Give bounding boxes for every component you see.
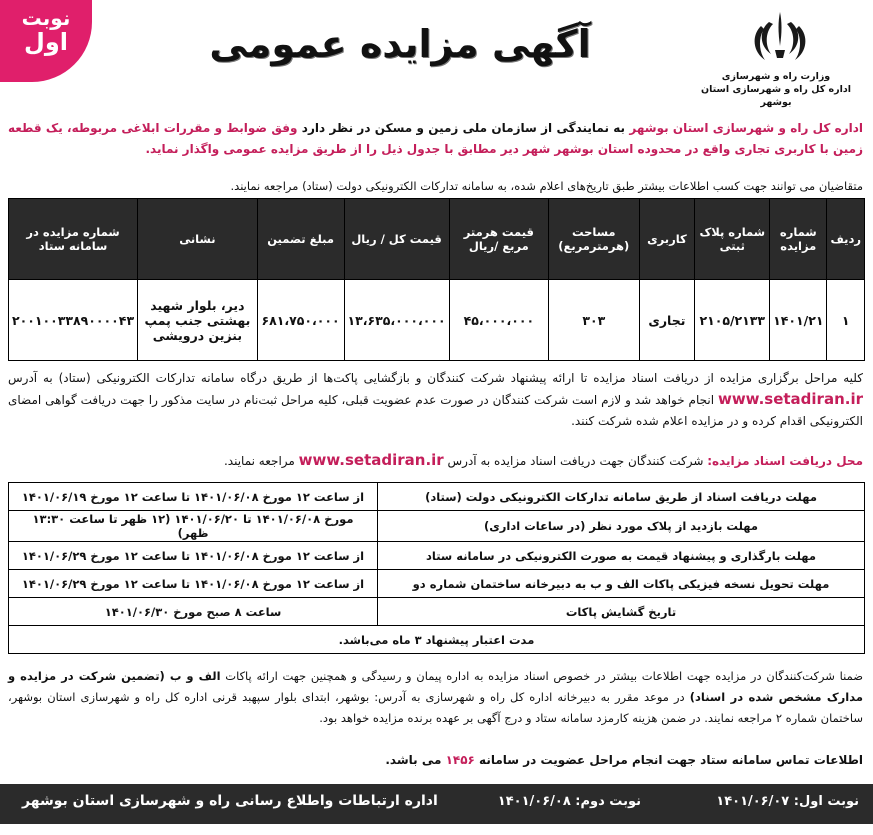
cell-price-per-meter: ۴۵،۰۰۰،۰۰۰: [449, 280, 548, 361]
cell-area: ۳۰۳: [549, 280, 639, 361]
cell-auction-number: ۱۴۰۱/۲۱: [770, 280, 827, 361]
schedule-validity: مدت اعتبار پیشنهاد ۳ ماه می‌باشد.: [9, 626, 865, 654]
badge-line-2: اول: [24, 28, 68, 56]
document-location-text-2: مراجعه نمایند.: [223, 454, 299, 468]
intro-line-2: متقاضیان می توانند جهت کسب اطلاعات بیشتر طبق تاریخ‌های اعلام شده، به سامانه تدارکات الکترونیکی دولت (ستاد) مراجعه نمایند.: [230, 179, 863, 193]
schedule-label: تاریخ گشایش پاکات: [378, 598, 865, 626]
schedule-value: مورخ ۱۴۰۱/۰۶/۰۸ تا ۱۴۰۱/۰۶/۲۰ (۱۲ ظهر تا ساعت ۱۳:۳۰ ظهر): [9, 511, 378, 542]
schedule-row: [9, 570, 865, 598]
note-text-1: ضمنا شرکت‌کنندگان در مزایده جهت اطلاعات بیشتر در خصوص اسناد مزایده به اداره پیمان و رسیدگی و همچنین جهت ارائه پاکات: [220, 669, 863, 683]
intro-text-3: وفق ضوابط و مقررات ابلاغی مربوطه، یک قطعه زمین با کاربری تجاری واقع در محدوده استان بوشهر شهر دیر مطابق با جدول ذیل را از طریق مزایده عمومی واگذار نماید.: [8, 121, 863, 156]
schedule-value: از ساعت ۱۲ مورخ ۱۴۰۱/۰۶/۰۸ تا ساعت ۱۲ مورخ ۱۴۰۱/۰۶/۲۹: [9, 542, 378, 570]
intro-paragraph: [8, 118, 863, 160]
schedule-label: مهلت تحویل نسخه فیزیکی پاکات الف و ب به دبیرخانه ساختمان شماره دو: [378, 570, 865, 598]
setad-link[interactable]: www.setadiran.ir: [717, 390, 863, 408]
ministry-line-1: وزارت راه و شهرسازی: [721, 71, 831, 82]
cell-total-price: ۱۳،۶۳۵،۰۰۰،۰۰۰: [344, 280, 449, 361]
contact-text-1: اطلاعات تماس سامانه ستاد جهت انجام مراحل عضویت در سامانه: [474, 753, 863, 767]
schedule-validity-row: [9, 626, 865, 654]
schedule-row: [9, 598, 865, 626]
col-area: مساحت (هرمترمربع): [549, 199, 639, 280]
col-address: نشانی: [138, 199, 258, 280]
col-setad-number: شماره مزایده در سامانه ستاد: [9, 199, 138, 280]
schedule-label: مهلت بازدید از پلاک مورد نظر (در ساعات اداری): [378, 511, 865, 542]
ministry-line-2: اداره کل راه و شهرسازی استان بوشهر: [700, 84, 851, 108]
cell-row: ۱: [827, 280, 865, 361]
col-guarantee: مبلغ تضمین: [257, 199, 344, 280]
schedule-label: مهلت بارگذاری و پیشنهاد قیمت به صورت الکترونیکی در سامانه ستاد: [378, 542, 865, 570]
first-run-date: نوبت اول: ۱۴۰۱/۰۶/۰۷: [716, 794, 859, 809]
cell-plate-number: ۲۱۰۵/۲۱۳۳: [695, 280, 770, 361]
footer-bar: [0, 784, 873, 824]
col-auction-number: شماره مزایده: [770, 199, 827, 280]
schedule-table: [8, 482, 865, 654]
setad-link-2[interactable]: www.setadiran.ir: [298, 451, 444, 469]
ministry-name: [701, 70, 851, 109]
col-total-price: قیمت کل / ریال: [344, 199, 449, 280]
document-location-text-1: شرکت کنندگان جهت دریافت اسناد مزایده به آدرس: [443, 454, 708, 468]
page-title: آگهی مزایده عمومی: [209, 22, 591, 66]
col-usage: کاربری: [639, 199, 695, 280]
procedure-text-2: انجام خواهد شد و لازم است شرکت کنندگان در صورت عدم عضویت قبلی، کلیه مراحل ثبت‌نام در سایت مذکور را جهت دریافت گواهی امضای الکترونیکی اقدام کرده و در مزایده اعلام شده شرکت کنند.: [8, 393, 863, 428]
schedule-value: ساعت ۸ صبح مورخ ۱۴۰۱/۰۶/۳۰: [9, 598, 378, 626]
contact-text-2: می باشد.: [385, 753, 446, 767]
note-bold: الف و ب (تضمین شرکت در مزایده و مدارک مشخص شده در اسناد): [8, 669, 863, 704]
table-row: [9, 280, 865, 361]
intro-org: اداره کل راه و شهرسازی استان بوشهر: [629, 121, 864, 135]
second-run-date: نوبت دوم: ۱۴۰۱/۰۶/۰۸: [497, 794, 641, 809]
cell-guarantee: ۶۸۱،۷۵۰،۰۰۰: [257, 280, 344, 361]
schedule-value: از ساعت ۱۲ مورخ ۱۴۰۱/۰۶/۰۸ تا ساعت ۱۲ مورخ ۱۴۰۱/۰۶/۲۹: [9, 570, 378, 598]
intro-text-1: به نمایندگی از: [536, 121, 630, 135]
badge-line-1: نوبت: [21, 6, 71, 30]
document-location-heading: محل دریافت اسناد مزایده:: [707, 454, 863, 468]
iran-emblem-icon: [745, 8, 815, 68]
table-header-row: [9, 199, 865, 280]
col-plate-number: شماره پلاک ثبتی: [695, 199, 770, 280]
schedule-row: [9, 542, 865, 570]
col-row: ردیف: [827, 199, 865, 280]
col-price-per-meter: قیمت هرمتر مربع /ریال: [449, 199, 548, 280]
cell-address: دیر، بلوار شهید بهشتی جنب پمپ بنزین درویشی: [138, 280, 258, 361]
cell-setad-number: ۲۰۰۱۰۰۳۳۸۹۰۰۰۰۴۳: [9, 280, 138, 361]
intro-agency: سازمان ملی زمین و مسکن: [374, 121, 537, 135]
intro-text-2: در نظر دارد: [297, 121, 375, 135]
procedure-paragraph: [8, 368, 863, 432]
schedule-row: [9, 483, 865, 511]
schedule-value: از ساعت ۱۲ مورخ ۱۴۰۱/۰۶/۰۸ تا ساعت ۱۲ مورخ ۱۴۰۱/۰۶/۱۹: [9, 483, 378, 511]
auction-table: [8, 198, 865, 361]
cell-usage: تجاری: [639, 280, 695, 361]
schedule-row: [9, 511, 865, 542]
document-location: [8, 451, 863, 470]
note-text-2: در موعد مقرر به دبیرخانه اداره کل راه و شهرسازی به آدرس: بوشهر، ابتدای بلوار سپهبد قرنی اداره کل راه و شهرسازی استان بوشهر، ساختمان شماره ۲ مراجعه نمایند. در ضمن هزینه کارمزد سامانه ستاد و درج آگهی بر عهده برنده مزایده خواهد بود.: [8, 690, 863, 725]
note-paragraph: [8, 666, 863, 729]
run-badge: [0, 0, 92, 82]
procedure-text-1: کلیه مراحل برگزاری مزایده از دریافت اسناد مزایده تا ارائه پیشنهاد شرکت کنندگان و بازگشایی پاکت‌ها از طریق درگاه سامانه تدارکات الکترونیکی (ستاد) به آدرس: [8, 371, 863, 385]
footer-org: اداره ارتباطات واطلاع رسانی راه و شهرسازی استان بوشهر: [22, 793, 438, 809]
schedule-label: مهلت دریافت اسناد از طریق سامانه تدارکات الکترونیکی دولت (ستاد): [378, 483, 865, 511]
contact-info: [8, 751, 863, 769]
contact-number: ۱۴۵۶: [445, 753, 475, 767]
